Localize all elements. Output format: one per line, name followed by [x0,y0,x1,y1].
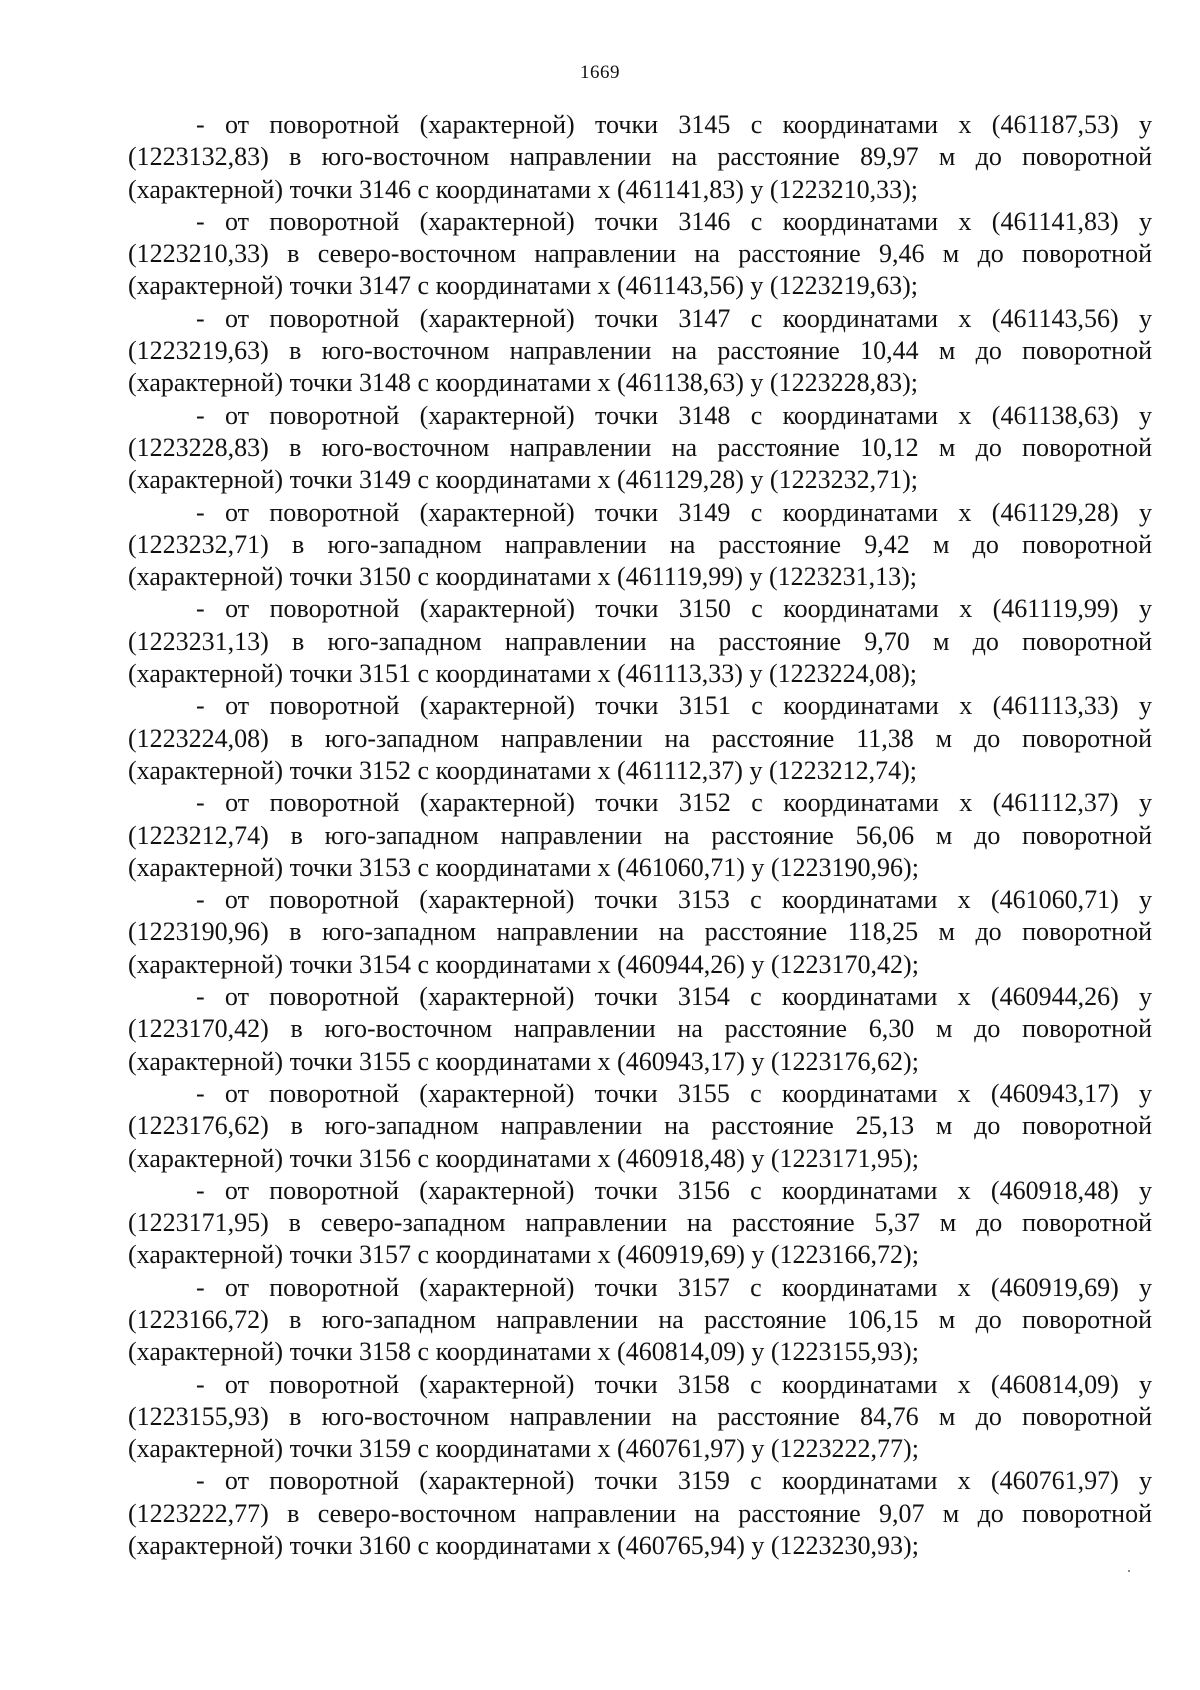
paragraph-point-3157: - от поворотной (характерной) точки 3157 с координатами х (460919,69) у (1223166,72) в юго-западном направлении на расстояние 106,15 м до поворотной (характерной) точки 3158 с координатами х (460814,09) у (1223155,93); [128,1272,1152,1367]
paragraph-point-3154: - от поворотной (характерной) точки 3154 с координатами х (460944,26) у (1223170,42) в юго-восточном направлении на расстояние 6,30 м до поворотной (характерной) точки 3155 с координатами х (460943,17) у (1223176,62); [128,982,1152,1076]
paragraph-point-3155: - от поворотной (характерной) точки 3155 с координатами х (460943,17) у (1223176,62) в юго-западном направлении на расстояние 25,13 м до поворотной (характерной) точки 3156 с координатами х (460918,48) у (1223171,95); [128,1078,1152,1173]
paragraph-point-3147: - от поворотной (характерной) точки 3147 с координатами х (461143,56) у (1223219,63) в юго-восточном направлении на расстояние 10,44 м до поворотной (характерной) точки 3148 с координатами х (461138,63) у (1223228,83); [128,303,1152,398]
page-number: 1669 [580,62,620,83]
paragraph-point-3153: - от поворотной (характерной) точки 3153 с координатами х (461060,71) у (1223190,96) в юго-западном направлении на расстояние 118,25 м до поворотной (характерной) точки 3154 с координатами х (460944,26) у (1223170,42); [128,885,1152,979]
paragraph-point-3149: - от поворотной (характерной) точки 3149 с координатами х (461129,28) у (1223232,71) в юго-западном направлении на расстояние 9,42 м до поворотной (характерной) точки 3150 с координатами х (461119,99) у (1223231,13); [128,497,1152,592]
paragraph-point-3159: - от поворотной (характерной) точки 3159 с координатами х (460761,97) у (1223222,77) в северо-восточном направлении на расстояние 9,07 м до поворотной (характерной) точки 3160 с координатами х (460765,94) у (1223230,93); [128,1466,1152,1561]
paragraph-point-3150: - от поворотной (характерной) точки 3150 с координатами х (461119,99) у (1223231,13) в юго-западном направлении на расстояние 9,70 м до поворотной (характерной) точки 3151 с координатами х (461113,33) у (1223224,08); [128,594,1152,689]
paragraph-point-3146: - от поворотной (характерной) точки 3146 с координатами х (461141,83) у (1223210,33) в северо-восточном направлении на расстояние 9,46 м до поворотной (характерной) точки 3147 с координатами х (461143,56) у (1223219,63); [128,206,1152,301]
scan-speck [1128,1570,1130,1572]
paragraph-point-3151: - от поворотной (характерной) точки 3151 с координатами х (461113,33) у (1223224,08) в юго-западном направлении на расстояние 11,38 м до поворотной (характерной) точки 3152 с координатами х (461112,37) у (1223212,74); [128,691,1152,785]
paragraph-point-3148: - от поворотной (характерной) точки 3148 с координатами х (461138,63) у (1223228,83) в юго-восточном направлении на расстояние 10,12 м до поворотной (характерной) точки 3149 с координатами х (461129,28) у (1223232,71); [128,400,1152,495]
boundary-description [128,109,1152,1562]
paragraph-point-3145: - от поворотной (характерной) точки 3145 с координатами х (461187,53) у (1223132,83) в юго-восточном направлении на расстояние 89,97 м до поворотной (характерной) точки 3146 с координатами х (461141,83) у (1223210,33); [128,110,1152,204]
paragraph-point-3156: - от поворотной (характерной) точки 3156 с координатами х (460918,48) у (1223171,95) в северо-западном направлении на расстояние 5,37 м до поворотной (характерной) точки 3157 с координатами х (460919,69) у (1223166,72); [128,1175,1152,1270]
paragraph-point-3152: - от поворотной (характерной) точки 3152 с координатами х (461112,37) у (1223212,74) в юго-западном направлении на расстояние 56,06 м до поворотной (характерной) точки 3153 с координатами х (461060,71) у (1223190,96); [128,788,1152,882]
paragraph-point-3158: - от поворотной (характерной) точки 3158 с координатами х (460814,09) у (1223155,93) в юго-восточном направлении на расстояние 84,76 м до поворотной (характерной) точки 3159 с координатами х (460761,97) у (1223222,77); [128,1369,1152,1464]
